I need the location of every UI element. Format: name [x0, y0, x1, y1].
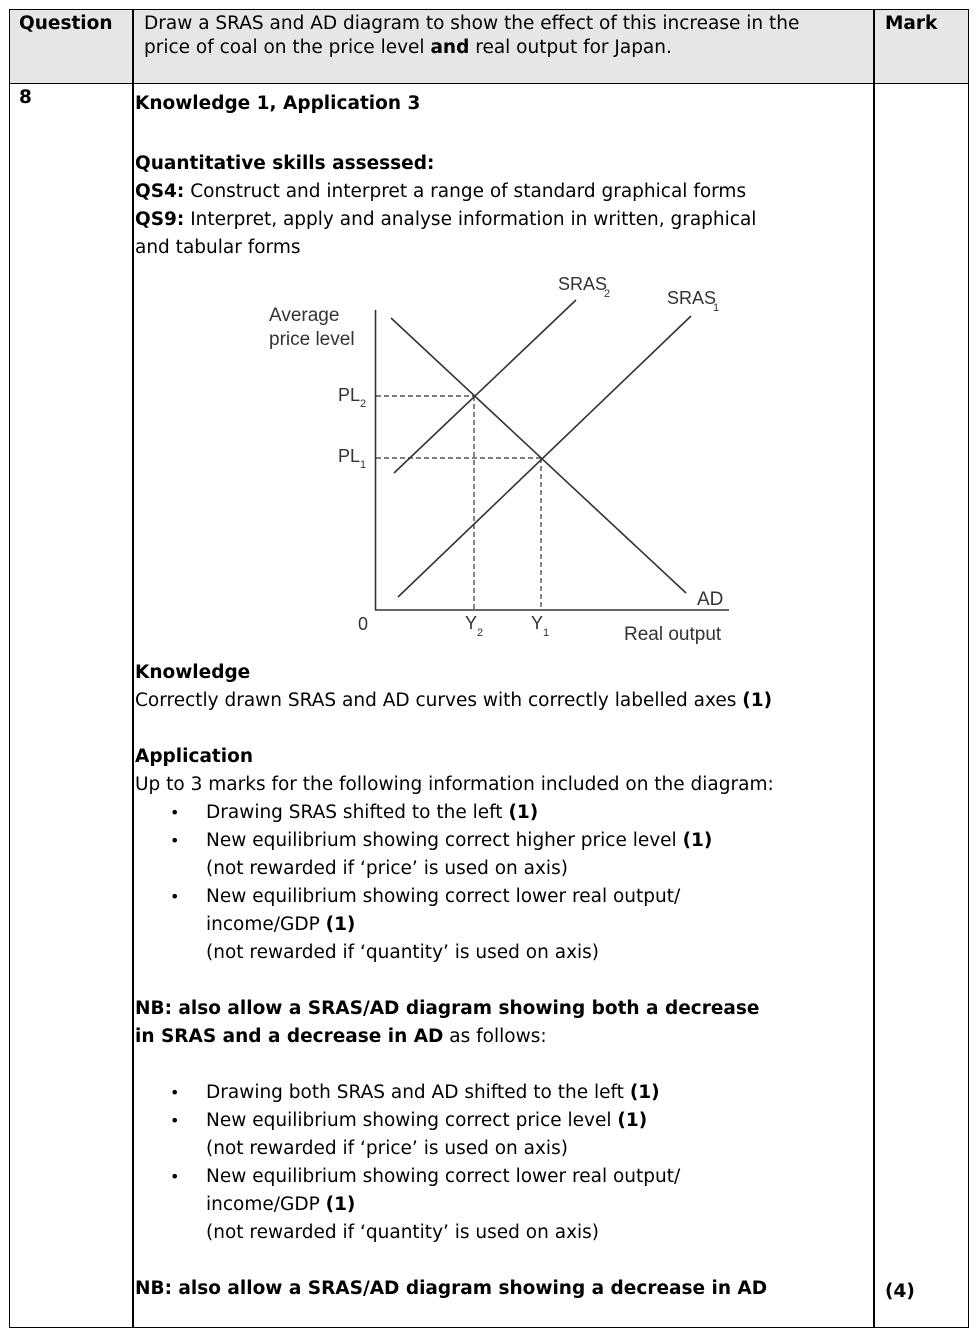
qs4-text: Construct and interpret a range of standard graphical forms	[184, 181, 747, 202]
knowledge-heading: Knowledge	[135, 662, 251, 683]
criterion-mark: (1)	[508, 802, 539, 823]
ad-label: AD	[697, 589, 724, 610]
origin-label: 0	[358, 614, 369, 634]
application-section	[135, 743, 855, 967]
y-axis-label: Average	[269, 305, 340, 326]
y-axis-label: price level	[269, 329, 355, 350]
qs-heading: Quantitative skills assessed:	[135, 153, 435, 174]
criterion-mark: (1)	[682, 830, 713, 851]
nb-text	[135, 1023, 855, 1051]
sras1-curve	[398, 316, 691, 597]
prompt-emphasis: and	[430, 37, 470, 58]
question-number: 8	[19, 87, 32, 108]
total-marks: (4)	[885, 1281, 915, 1302]
qs4-label: QS4:	[135, 181, 185, 202]
nb-alternative-both	[135, 995, 855, 1051]
list-item	[135, 1107, 855, 1163]
prompt-text: price of coal on the price level	[144, 37, 431, 58]
qs9-label: QS9:	[135, 209, 185, 230]
application-criteria-list	[135, 799, 855, 967]
header-question: Question	[19, 13, 113, 34]
qs9-text-continued: and tabular forms	[135, 237, 301, 258]
nb-criteria-list	[135, 1079, 855, 1247]
knowledge-section	[135, 659, 855, 715]
pl2-subscript: 2	[360, 398, 367, 410]
header-mark: Mark	[885, 13, 938, 34]
knowledge-criterion	[135, 687, 855, 715]
y1-subscript: 1	[543, 627, 550, 639]
pl1-label: PL	[338, 446, 361, 466]
prompt-text: real output for Japan.	[469, 37, 672, 58]
criterion-text: Drawing both SRAS and AD shifted to the left	[206, 1082, 630, 1103]
criterion-mark: (1)	[325, 914, 356, 935]
nb-text-plain: as follows:	[443, 1026, 547, 1047]
nb-text: NB: also allow a SRAS/AD diagram showing both a decrease	[135, 998, 760, 1019]
sras2-curve	[394, 300, 576, 473]
criterion-note: (not rewarded if ‘price’ is used on axis)	[206, 1138, 568, 1159]
criterion-mark: (1)	[742, 690, 773, 711]
y2-label: Y	[465, 613, 478, 633]
criterion-mark: (1)	[617, 1110, 648, 1131]
list-item	[135, 1079, 855, 1107]
list-item	[135, 799, 855, 827]
marks-allocation: Knowledge 1, Application 3	[135, 93, 421, 114]
criterion-text: New equilibrium showing correct higher price level	[206, 830, 683, 851]
sras1-subscript: 1	[713, 302, 720, 314]
application-heading: Application	[135, 746, 254, 767]
x-axis-label: Real output	[624, 624, 722, 645]
criterion-text: New equilibrium showing correct price level	[206, 1110, 618, 1131]
nb-criteria	[135, 1079, 855, 1247]
criterion-note: (not rewarded if ‘quantity’ is used on axis)	[206, 942, 600, 963]
pl2-label: PL	[338, 385, 361, 405]
criterion-text: Correctly drawn SRAS and AD curves with correctly labelled axes	[135, 690, 743, 711]
criterion-text: Drawing SRAS shifted to the left	[206, 802, 509, 823]
criterion-mark: (1)	[629, 1082, 660, 1103]
criterion-text: New equilibrium showing correct lower real output/	[206, 1166, 681, 1187]
y2-subscript: 2	[477, 627, 484, 639]
qs9-text: Interpret, apply and analyse information in written, graphical	[184, 209, 757, 230]
prompt-line-1: Draw a SRAS and AD diagram to show the effect of this increase in the	[144, 13, 800, 34]
list-item	[135, 883, 855, 967]
criterion-text: New equilibrium showing correct lower real output/	[206, 886, 681, 907]
application-intro: Up to 3 marks for the following information included on the diagram:	[135, 774, 774, 795]
ad-curve	[391, 318, 686, 593]
dashed-guides	[376, 396, 541, 610]
pl1-subscript: 1	[360, 459, 367, 471]
criterion-note: (not rewarded if ‘price’ is used on axis)	[206, 858, 568, 879]
sras2-subscript: 2	[604, 288, 611, 300]
criterion-text: income/GDP	[206, 1194, 326, 1215]
nb-emphasis: in SRAS and a decrease in AD	[135, 1026, 444, 1047]
criterion-text: income/GDP	[206, 914, 326, 935]
list-item	[135, 1163, 855, 1247]
list-item	[135, 827, 855, 883]
sras2-label: SRAS	[558, 274, 608, 294]
criterion-note: (not rewarded if ‘quantity’ is used on axis)	[206, 1222, 600, 1243]
criterion-mark: (1)	[325, 1194, 356, 1215]
sras1-label: SRAS	[667, 288, 717, 308]
nb-alternative-ad: NB: also allow a SRAS/AD diagram showing a decrease in AD	[135, 1278, 768, 1299]
y1-label: Y	[531, 613, 544, 633]
